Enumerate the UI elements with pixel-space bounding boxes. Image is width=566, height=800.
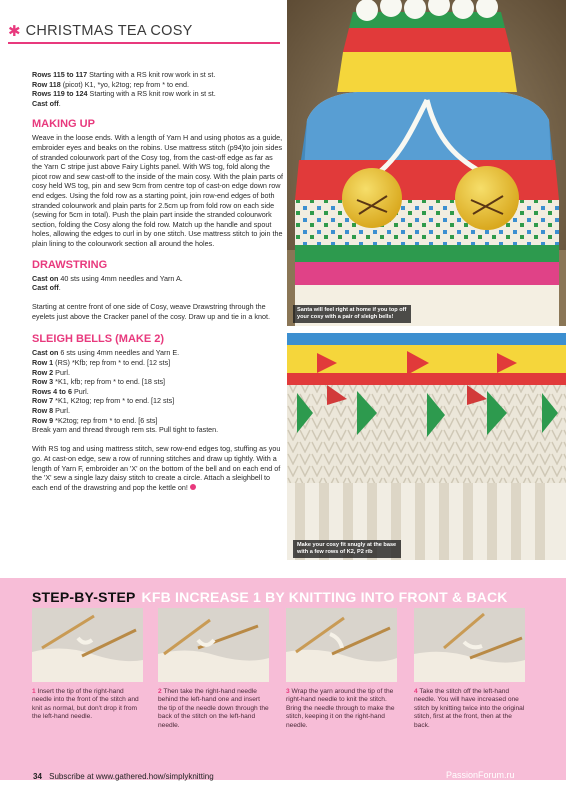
step-4-text: 4 Take the stitch off the left-hand needle. You will have increased one stitch by knitting twice into the original stitch, first at the front, then at the back. [414, 688, 525, 729]
subscribe-link[interactable]: Subscribe at www.gathered.how/simplyknitting [49, 772, 214, 781]
pattern-row: Rows 119 to 124 Starting with a RS knit row work in st st. [32, 89, 216, 99]
pattern-row: Cast on 6 sts using 4mm needles and Yarn E. [32, 348, 180, 358]
pattern-row: Row 3 *K1, kfb; rep from * to end. [18 sts] [32, 377, 166, 387]
making-up-text: Weave in the loose ends. With a length of Yarn H and using photos as a guide, embroider eyes and beaks on the robins. Use mattress stitch (p94)to join sides of stranded colourwork part of the Cosy tog, from the cast-off edge as far as the Yarn C stripe just above Fairy Lights panel. With WS tog, fold along the picot row and sew cast-off to the inside of the main cosy. With the plain parts of cosy held WS tog, pin and sew 9cm from centre top of cast-on edge down row end edges. Using the fold row as a starting point, join row-end edges of both stranded colourwork and plain parts for 2.5cm up from fold row on each side (sewing for 5cm in total). Push the plain part inside the stranded colourwork section, folding the Cosy along the fold row. Match up the handle and spout holes, allowing the edges to curl in by one stitch. Use mattress stitch to join the plain lining to the colourwork section all around the holes. [32, 133, 284, 248]
bottom-photo-caption: Make your cosy fit snugly at the base with a few rows of K2, P2 rib [293, 540, 401, 558]
page-number: 34 [33, 772, 42, 781]
header-underline [8, 42, 280, 44]
step-3-photo [286, 608, 397, 682]
step-by-step-label: STEP-BY-STEP [32, 589, 136, 605]
tea-cosy-top-photo [287, 0, 566, 326]
top-photo-caption: Santa will feel right at home if you top off your cosy with a pair of sleigh bells! [293, 305, 411, 323]
pattern-row: Row 1 (RS) *Kfb; rep from * to end. [12 sts] [32, 358, 171, 368]
pattern-row: Cast off. [32, 283, 61, 293]
step-4-photo [414, 608, 525, 682]
step-2-text: 2 Then take the right-hand needle behind the left-hand one and insert the tip of the needle down through the back of the stitch on the left-hand needle. [158, 688, 269, 729]
pattern-row: Rows 115 to 117 Starting with a RS knit row work in st st. [32, 70, 216, 79]
pattern-row: Row 118 (picot) K1, *yo, k2tog; rep from * to end. [32, 79, 190, 89]
step-1-photo [32, 608, 143, 682]
page-footer [33, 772, 214, 781]
asterisk-icon: ✱ [8, 21, 21, 40]
sleigh-bells-heading: SLEIGH BELLS (MAKE 2) [32, 333, 165, 346]
break-yarn-text: Break yarn and thread through rem sts. Pull tight to fasten. [32, 425, 219, 435]
end-mark-icon [190, 484, 196, 490]
step-by-step-title: KFB INCREASE 1 BY KNITTING INTO FRONT & BACK [141, 589, 508, 605]
sleigh-bells-finish-text: With RS tog and using mattress stitch, sew row-end edges tog, stuffing as you go. At cast-on edge, sew a row of running stitches and draw up tightly. With a length of Yarn F, embroider an 'X' on the bottom of the bell and on each end of the 'X' sew a single lazy daisy stitch to create a circle. Attach a sleighbell to each end of the drawstring and pop the kettle on! [32, 444, 281, 492]
step-2-photo [158, 608, 269, 682]
pattern-row: Row 8 Purl. [32, 406, 70, 416]
watermark: PassionForum.ru [446, 770, 515, 780]
page-title: CHRISTMAS TEA COSY [25, 22, 193, 39]
pattern-row: Row 9 *K2tog; rep from * to end. [6 sts] [32, 415, 158, 425]
pattern-row: Rows 4 to 6 Purl. [32, 386, 89, 396]
pattern-row: Cast on 40 sts using 4mm needles and Yarn A. [32, 273, 183, 283]
pattern-row: Row 7 *K1, K2tog; rep from * to end. [12 sts] [32, 396, 175, 406]
pattern-text-column [32, 70, 284, 492]
section-header [8, 22, 193, 40]
pattern-row: Row 2 Purl. [32, 367, 70, 377]
step-by-step-heading [32, 589, 508, 605]
step-3-text: 3 Wrap the yarn around the tip of the right-hand needle to knit the stitch. Bring the needle through to make the stitch, keeping it on the right-hand needle. [286, 688, 395, 729]
pattern-row: Cast off. [32, 98, 61, 108]
step-1-text: 1 Insert the tip of the right-hand needle into the front of the stitch and knit as normal, but don't drop it from the left-hand needle. [32, 688, 139, 721]
drawstring-text: Starting at centre front of one side of Cosy, weave Drawstring through the eyelets just above the Cracker panel of the cosy. Draw up and tie in a knot. [32, 302, 270, 321]
rib-closeup-photo [287, 333, 566, 560]
making-up-heading: MAKING UP [32, 118, 95, 131]
drawstring-heading: DRAWSTRING [32, 258, 108, 271]
